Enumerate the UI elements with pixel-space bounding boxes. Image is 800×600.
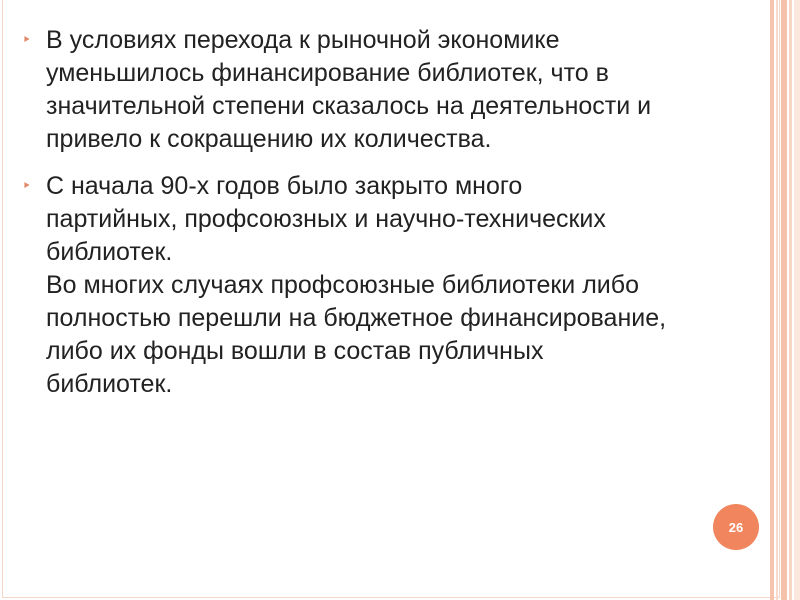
bullet-text: С начала 90-х годов было закрыто много партийных, профсоюзных и научно-технических библиотек. Во многих случаях профсоюзные библиотеки либо полностью перешли на бюджетное финансирование, либо их фонды вошли в состав публичных библиотек. bbox=[46, 172, 667, 398]
slide-content bbox=[22, 24, 752, 415]
page-number-badge: 26 bbox=[713, 504, 759, 550]
decorative-stripe bbox=[789, 0, 792, 600]
decorative-stripe bbox=[770, 0, 774, 600]
bullet-arrow-icon: ‣ bbox=[22, 178, 32, 195]
decorative-stripe bbox=[781, 0, 787, 600]
decorative-stripe bbox=[794, 0, 800, 600]
decorative-stripe bbox=[776, 0, 778, 600]
bullet-item bbox=[22, 170, 752, 401]
bullet-text: В условиях перехода к рыночной экономике уменьшилось финансирование библиотек, что в значительной степени сказалось на деятельности и привело к сокращению их количества. bbox=[46, 26, 652, 153]
bullet-arrow-icon: ‣ bbox=[22, 32, 32, 49]
bullet-item bbox=[22, 24, 752, 156]
